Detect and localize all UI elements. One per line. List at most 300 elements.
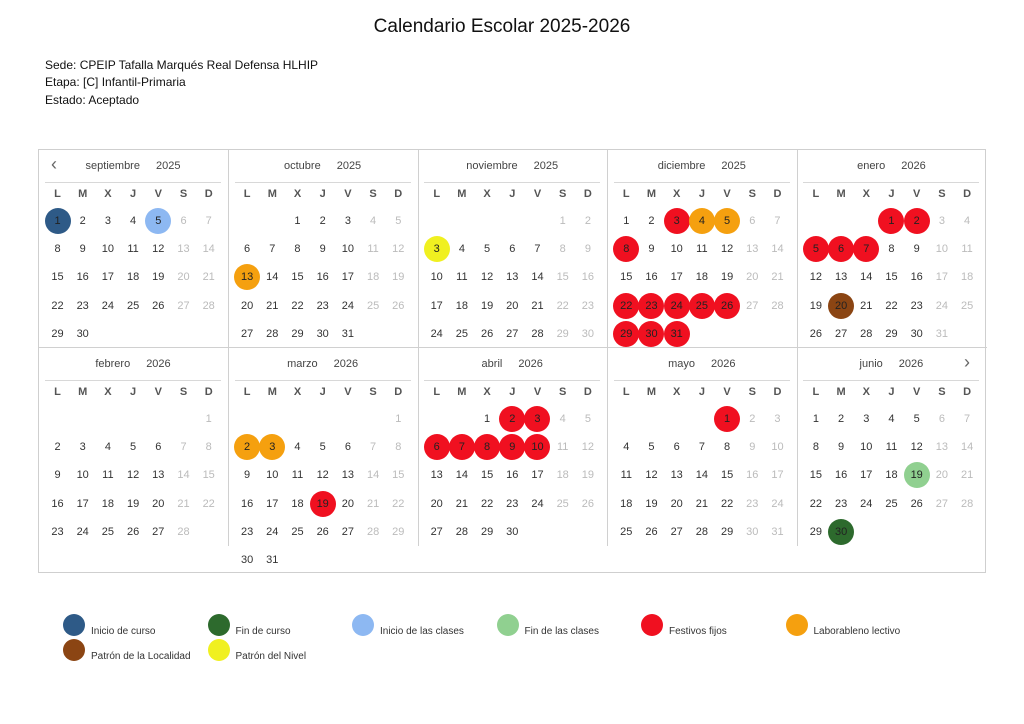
day-cell[interactable]: 18 <box>455 299 468 312</box>
day-cell[interactable]: 1 <box>623 215 630 227</box>
day-cell[interactable]: 25 <box>291 525 304 538</box>
day-cell[interactable]: 31 <box>266 554 279 566</box>
day-cell[interactable]: 9 <box>584 243 591 256</box>
day-cell[interactable]: 16 <box>581 271 594 284</box>
day-cell-festivo[interactable]: 7 <box>853 236 879 262</box>
day-cell[interactable]: 6 <box>673 441 680 454</box>
day-cell[interactable]: 18 <box>960 271 974 284</box>
day-cell[interactable]: 8 <box>559 243 566 256</box>
day-cell-patron_nivel[interactable]: 3 <box>424 236 450 262</box>
day-cell[interactable]: 15 <box>202 469 215 482</box>
day-cell[interactable]: 25 <box>126 299 140 312</box>
day-cell[interactable]: 30 <box>910 327 923 340</box>
day-cell[interactable]: 3 <box>863 413 870 425</box>
day-cell[interactable]: 10 <box>771 441 784 454</box>
day-cell-fin_clases[interactable]: 19 <box>904 462 930 488</box>
day-cell[interactable]: 29 <box>809 525 823 538</box>
day-cell-festivo[interactable]: 1 <box>714 406 740 432</box>
day-cell[interactable]: 28 <box>771 299 784 312</box>
day-cell[interactable]: 28 <box>366 525 380 538</box>
day-cell[interactable]: 12 <box>645 469 658 482</box>
day-cell[interactable]: 27 <box>152 525 165 538</box>
day-cell[interactable]: 6 <box>749 215 756 227</box>
day-cell[interactable]: 4 <box>623 441 630 454</box>
day-cell[interactable]: 4 <box>458 243 465 256</box>
day-cell[interactable]: 22 <box>885 299 898 312</box>
day-cell[interactable]: 21 <box>695 497 709 510</box>
day-cell[interactable]: 12 <box>720 243 734 256</box>
day-cell[interactable]: 26 <box>316 525 329 538</box>
day-cell[interactable]: 7 <box>534 243 541 256</box>
day-cell[interactable]: 5 <box>319 441 326 454</box>
day-cell-fin_curso[interactable]: 30 <box>828 519 854 545</box>
day-cell[interactable]: 24 <box>935 299 949 312</box>
day-cell[interactable]: 26 <box>480 327 494 340</box>
day-cell-festivo[interactable]: 2 <box>499 406 525 432</box>
day-cell[interactable]: 13 <box>152 469 165 482</box>
day-cell[interactable]: 10 <box>860 441 873 454</box>
day-cell[interactable]: 15 <box>480 469 494 482</box>
day-cell[interactable]: 16 <box>316 271 329 284</box>
day-cell[interactable]: 29 <box>291 327 304 340</box>
day-cell[interactable]: 11 <box>102 469 114 482</box>
day-cell[interactable]: 25 <box>556 497 569 510</box>
day-cell[interactable]: 14 <box>771 243 784 256</box>
day-cell[interactable]: 1 <box>395 413 402 425</box>
day-cell[interactable]: 24 <box>430 327 443 340</box>
day-cell[interactable]: 14 <box>366 469 380 482</box>
day-cell[interactable]: 6 <box>509 243 516 256</box>
day-cell[interactable]: 17 <box>860 469 873 482</box>
day-cell[interactable]: 10 <box>430 271 443 284</box>
day-cell[interactable]: 6 <box>344 441 351 454</box>
day-cell[interactable]: 16 <box>76 271 89 284</box>
day-cell[interactable]: 12 <box>809 271 823 284</box>
day-cell[interactable]: 1 <box>205 413 212 425</box>
day-cell[interactable]: 3 <box>104 215 111 227</box>
day-cell[interactable]: 11 <box>291 469 304 482</box>
day-cell-festivo[interactable]: 25 <box>689 293 715 319</box>
day-cell[interactable]: 13 <box>341 469 355 482</box>
day-cell[interactable]: 28 <box>960 497 974 510</box>
day-cell[interactable]: 13 <box>935 441 949 454</box>
day-cell[interactable]: 26 <box>910 497 923 510</box>
day-cell[interactable]: 18 <box>126 271 140 284</box>
day-cell[interactable]: 23 <box>316 299 329 312</box>
day-cell[interactable]: 28 <box>202 299 215 312</box>
day-cell[interactable]: 10 <box>76 469 89 482</box>
day-cell[interactable]: 19 <box>720 271 734 284</box>
day-cell[interactable]: 2 <box>54 441 61 454</box>
day-cell[interactable]: 15 <box>885 271 898 284</box>
day-cell[interactable]: 18 <box>556 469 569 482</box>
day-cell[interactable]: 22 <box>480 497 494 510</box>
day-cell[interactable]: 11 <box>127 243 139 256</box>
day-cell[interactable]: 25 <box>455 327 468 340</box>
day-cell[interactable]: 2 <box>584 215 591 227</box>
day-cell[interactable]: 6 <box>244 243 251 256</box>
day-cell[interactable]: 5 <box>130 441 137 454</box>
day-cell[interactable]: 20 <box>240 299 254 312</box>
day-cell[interactable]: 19 <box>126 497 140 510</box>
day-cell[interactable]: 8 <box>888 243 895 256</box>
day-cell[interactable]: 24 <box>341 299 355 312</box>
day-cell[interactable]: 21 <box>771 271 784 284</box>
day-cell[interactable]: 8 <box>54 243 61 256</box>
day-cell[interactable]: 20 <box>935 469 949 482</box>
day-cell-festivo[interactable]: 30 <box>638 321 664 347</box>
day-cell[interactable]: 20 <box>341 497 355 510</box>
day-cell[interactable]: 19 <box>152 271 165 284</box>
day-cell[interactable]: 21 <box>202 271 215 284</box>
day-cell[interactable]: 9 <box>838 441 845 454</box>
day-cell[interactable]: 21 <box>531 299 544 312</box>
day-cell[interactable]: 5 <box>484 243 491 256</box>
day-cell[interactable]: 27 <box>670 525 683 538</box>
day-cell[interactable]: 22 <box>51 299 64 312</box>
day-cell[interactable]: 30 <box>240 554 254 566</box>
day-cell[interactable]: 8 <box>294 243 301 256</box>
day-cell[interactable]: 9 <box>749 441 756 454</box>
day-cell[interactable]: 14 <box>177 469 190 482</box>
day-cell[interactable]: 24 <box>76 525 89 538</box>
day-cell[interactable]: 24 <box>266 525 279 538</box>
day-cell-festivo[interactable]: 29 <box>613 321 639 347</box>
day-cell[interactable]: 28 <box>695 525 709 538</box>
day-cell-festivo[interactable]: 19 <box>310 491 336 517</box>
day-cell[interactable]: 11 <box>696 243 708 256</box>
day-cell[interactable]: 25 <box>885 497 898 510</box>
day-cell[interactable]: 13 <box>670 469 683 482</box>
day-cell-festivo[interactable]: 8 <box>613 236 639 262</box>
day-cell[interactable]: 27 <box>177 299 190 312</box>
day-cell-laborable[interactable]: 5 <box>714 208 740 234</box>
day-cell-festivo[interactable]: 2 <box>904 208 930 234</box>
day-cell[interactable]: 4 <box>104 441 111 454</box>
day-cell[interactable]: 22 <box>291 299 304 312</box>
day-cell[interactable]: 18 <box>695 271 709 284</box>
day-cell[interactable]: 31 <box>771 525 784 538</box>
day-cell[interactable]: 24 <box>531 497 544 510</box>
day-cell-inicio_curso[interactable]: 1 <box>45 208 71 234</box>
day-cell[interactable]: 15 <box>291 271 304 284</box>
day-cell[interactable]: 3 <box>774 413 781 425</box>
day-cell[interactable]: 24 <box>771 497 784 510</box>
day-cell[interactable]: 16 <box>645 271 658 284</box>
day-cell[interactable]: 28 <box>177 525 190 538</box>
day-cell[interactable]: 28 <box>266 327 279 340</box>
day-cell[interactable]: 14 <box>455 469 468 482</box>
day-cell[interactable]: 23 <box>51 525 64 538</box>
day-cell[interactable]: 21 <box>860 299 873 312</box>
day-cell[interactable]: 28 <box>860 327 873 340</box>
day-cell[interactable]: 16 <box>746 469 759 482</box>
day-cell[interactable]: 1 <box>812 413 819 425</box>
day-cell[interactable]: 6 <box>938 413 945 425</box>
day-cell[interactable]: 17 <box>935 271 949 284</box>
day-cell[interactable]: 13 <box>506 271 519 284</box>
day-cell[interactable]: 14 <box>960 441 974 454</box>
day-cell[interactable]: 14 <box>695 469 709 482</box>
day-cell[interactable]: 3 <box>938 215 945 227</box>
day-cell[interactable]: 18 <box>291 497 304 510</box>
day-cell[interactable]: 27 <box>506 327 519 340</box>
day-cell[interactable]: 14 <box>860 271 873 284</box>
day-cell[interactable]: 30 <box>76 327 89 340</box>
day-cell[interactable]: 29 <box>392 525 405 538</box>
day-cell[interactable]: 23 <box>910 299 923 312</box>
day-cell[interactable]: 30 <box>581 327 594 340</box>
day-cell[interactable]: 6 <box>155 441 162 454</box>
day-cell[interactable]: 2 <box>838 413 845 425</box>
day-cell[interactable]: 14 <box>202 243 215 256</box>
day-cell[interactable]: 12 <box>910 441 923 454</box>
day-cell[interactable]: 14 <box>531 271 544 284</box>
day-cell-festivo[interactable]: 6 <box>828 236 854 262</box>
day-cell[interactable]: 21 <box>366 497 380 510</box>
day-cell[interactable]: 25 <box>960 299 974 312</box>
day-cell[interactable]: 27 <box>341 525 355 538</box>
day-cell[interactable]: 24 <box>101 299 115 312</box>
day-cell[interactable]: 22 <box>556 299 569 312</box>
day-cell[interactable]: 26 <box>645 525 658 538</box>
day-cell[interactable]: 7 <box>269 243 276 256</box>
day-cell[interactable]: 17 <box>670 271 683 284</box>
day-cell[interactable]: 25 <box>366 299 380 312</box>
day-cell[interactable]: 13 <box>177 243 190 256</box>
day-cell[interactable]: 28 <box>455 525 468 538</box>
day-cell[interactable]: 19 <box>809 299 823 312</box>
day-cell[interactable]: 8 <box>395 441 402 454</box>
day-cell[interactable]: 23 <box>506 497 519 510</box>
day-cell[interactable]: 12 <box>152 243 165 256</box>
day-cell[interactable]: 8 <box>724 441 731 454</box>
day-cell[interactable]: 10 <box>341 243 355 256</box>
day-cell[interactable]: 19 <box>392 271 405 284</box>
day-cell[interactable]: 12 <box>392 243 405 256</box>
day-cell[interactable]: 12 <box>581 441 594 454</box>
day-cell[interactable]: 31 <box>341 327 355 340</box>
day-cell[interactable]: 21 <box>960 469 974 482</box>
day-cell[interactable]: 27 <box>834 327 848 340</box>
day-cell[interactable]: 18 <box>620 497 633 510</box>
day-cell[interactable]: 26 <box>126 525 140 538</box>
day-cell[interactable]: 17 <box>76 497 89 510</box>
day-cell[interactable]: 11 <box>556 441 569 454</box>
day-cell[interactable]: 9 <box>319 243 326 256</box>
day-cell-festivo[interactable]: 24 <box>664 293 690 319</box>
day-cell[interactable]: 11 <box>367 243 379 256</box>
day-cell[interactable]: 20 <box>177 271 190 284</box>
day-cell[interactable]: 18 <box>101 497 115 510</box>
day-cell[interactable]: 16 <box>834 469 848 482</box>
day-cell[interactable]: 23 <box>581 299 594 312</box>
day-cell[interactable]: 16 <box>910 271 923 284</box>
day-cell-festivo[interactable]: 26 <box>714 293 740 319</box>
day-cell[interactable]: 13 <box>746 243 759 256</box>
day-cell[interactable]: 4 <box>964 215 971 227</box>
day-cell[interactable]: 4 <box>888 413 895 425</box>
day-cell[interactable]: 14 <box>266 271 279 284</box>
day-cell[interactable]: 27 <box>935 497 949 510</box>
day-cell[interactable]: 26 <box>581 497 594 510</box>
day-cell[interactable]: 6 <box>180 215 187 227</box>
day-cell[interactable]: 13 <box>834 271 848 284</box>
day-cell[interactable]: 29 <box>51 327 64 340</box>
day-cell[interactable]: 17 <box>341 271 355 284</box>
day-cell[interactable]: 30 <box>316 327 329 340</box>
day-cell[interactable]: 9 <box>79 243 86 256</box>
day-cell-festivo[interactable]: 5 <box>803 236 829 262</box>
day-cell-festivo[interactable]: 22 <box>613 293 639 319</box>
day-cell[interactable]: 1 <box>294 215 301 227</box>
day-cell[interactable]: 16 <box>506 469 519 482</box>
day-cell[interactable]: 7 <box>180 441 187 454</box>
day-cell[interactable]: 15 <box>556 271 569 284</box>
day-cell-festivo[interactable]: 31 <box>664 321 690 347</box>
day-cell[interactable]: 18 <box>366 271 380 284</box>
day-cell[interactable]: 5 <box>395 215 402 227</box>
day-cell[interactable]: 31 <box>935 327 949 340</box>
day-cell-inicio_clases[interactable]: 5 <box>145 208 171 234</box>
day-cell[interactable]: 12 <box>316 469 329 482</box>
day-cell[interactable]: 17 <box>771 469 784 482</box>
day-cell[interactable]: 27 <box>746 299 759 312</box>
day-cell-laborable[interactable]: 4 <box>689 208 715 234</box>
day-cell-laborable[interactable]: 2 <box>234 434 260 460</box>
day-cell[interactable]: 10 <box>266 469 279 482</box>
day-cell[interactable]: 30 <box>746 525 759 538</box>
day-cell[interactable]: 21 <box>455 497 468 510</box>
day-cell[interactable]: 29 <box>720 525 734 538</box>
chevron-right-icon[interactable]: › <box>964 352 970 372</box>
day-cell[interactable]: 10 <box>935 243 949 256</box>
day-cell[interactable]: 23 <box>76 299 89 312</box>
day-cell[interactable]: 1 <box>559 215 566 227</box>
day-cell[interactable]: 2 <box>749 413 756 425</box>
day-cell[interactable]: 21 <box>177 497 190 510</box>
day-cell[interactable]: 15 <box>720 469 734 482</box>
day-cell[interactable]: 9 <box>54 469 61 482</box>
day-cell[interactable]: 4 <box>370 215 377 227</box>
day-cell[interactable]: 17 <box>531 469 544 482</box>
day-cell[interactable]: 12 <box>126 469 140 482</box>
day-cell[interactable]: 7 <box>774 215 781 227</box>
day-cell[interactable]: 19 <box>581 469 594 482</box>
day-cell[interactable]: 26 <box>392 299 405 312</box>
day-cell-festivo[interactable]: 6 <box>424 434 450 460</box>
day-cell[interactable]: 7 <box>964 413 971 425</box>
day-cell[interactable]: 17 <box>266 497 279 510</box>
day-cell[interactable]: 9 <box>913 243 920 256</box>
day-cell[interactable]: 20 <box>506 299 519 312</box>
day-cell[interactable]: 8 <box>205 441 212 454</box>
day-cell[interactable]: 23 <box>834 497 848 510</box>
day-cell[interactable]: 25 <box>620 525 633 538</box>
day-cell[interactable]: 4 <box>559 413 566 425</box>
day-cell[interactable]: 2 <box>319 215 326 227</box>
day-cell[interactable]: 20 <box>746 271 759 284</box>
day-cell[interactable]: 25 <box>101 525 115 538</box>
day-cell[interactable]: 16 <box>51 497 64 510</box>
day-cell[interactable]: 22 <box>392 497 405 510</box>
day-cell[interactable]: 9 <box>648 243 655 256</box>
day-cell[interactable]: 4 <box>130 215 137 227</box>
day-cell[interactable]: 27 <box>430 525 443 538</box>
day-cell[interactable]: 29 <box>480 525 494 538</box>
day-cell[interactable]: 3 <box>344 215 351 227</box>
day-cell[interactable]: 23 <box>240 525 254 538</box>
day-cell-festivo[interactable]: 1 <box>878 208 904 234</box>
day-cell[interactable]: 16 <box>240 497 254 510</box>
day-cell[interactable]: 19 <box>480 299 494 312</box>
day-cell[interactable]: 10 <box>101 243 115 256</box>
day-cell[interactable]: 9 <box>244 469 251 482</box>
day-cell[interactable]: 11 <box>620 469 632 482</box>
day-cell[interactable]: 11 <box>456 271 468 284</box>
day-cell[interactable]: 29 <box>885 327 898 340</box>
day-cell-festivo[interactable]: 7 <box>449 434 475 460</box>
day-cell[interactable]: 15 <box>392 469 405 482</box>
day-cell[interactable]: 19 <box>645 497 658 510</box>
day-cell[interactable]: 22 <box>720 497 734 510</box>
day-cell-festivo[interactable]: 3 <box>524 406 550 432</box>
day-cell[interactable]: 1 <box>484 413 491 425</box>
day-cell-festivo[interactable]: 10 <box>524 434 550 460</box>
day-cell[interactable]: 5 <box>913 413 920 425</box>
day-cell[interactable]: 18 <box>885 469 898 482</box>
day-cell[interactable]: 4 <box>294 441 301 454</box>
day-cell[interactable]: 5 <box>648 441 655 454</box>
day-cell[interactable]: 17 <box>430 299 443 312</box>
day-cell[interactable]: 2 <box>79 215 86 227</box>
day-cell[interactable]: 20 <box>670 497 683 510</box>
day-cell[interactable]: 28 <box>531 327 544 340</box>
day-cell-festivo[interactable]: 3 <box>664 208 690 234</box>
day-cell[interactable]: 11 <box>961 243 973 256</box>
day-cell[interactable]: 22 <box>202 497 215 510</box>
day-cell[interactable]: 23 <box>746 497 759 510</box>
day-cell[interactable]: 20 <box>430 497 443 510</box>
day-cell[interactable]: 8 <box>812 441 819 454</box>
day-cell[interactable]: 3 <box>79 441 86 454</box>
day-cell-festivo[interactable]: 8 <box>474 434 500 460</box>
day-cell-patron_localidad[interactable]: 20 <box>828 293 854 319</box>
day-cell[interactable]: 26 <box>809 327 823 340</box>
day-cell[interactable]: 26 <box>152 299 165 312</box>
day-cell[interactable]: 22 <box>809 497 823 510</box>
day-cell[interactable]: 27 <box>240 327 254 340</box>
day-cell[interactable]: 29 <box>556 327 569 340</box>
day-cell[interactable]: 15 <box>620 271 633 284</box>
day-cell[interactable]: 15 <box>51 271 64 284</box>
day-cell[interactable]: 21 <box>266 299 279 312</box>
day-cell[interactable]: 30 <box>506 525 519 538</box>
day-cell[interactable]: 5 <box>584 413 591 425</box>
day-cell-festivo[interactable]: 23 <box>638 293 664 319</box>
day-cell[interactable]: 24 <box>860 497 873 510</box>
day-cell-laborable[interactable]: 13 <box>234 264 260 290</box>
day-cell[interactable]: 7 <box>698 441 705 454</box>
day-cell[interactable]: 15 <box>809 469 823 482</box>
chevron-left-icon[interactable]: ‹ <box>51 154 57 174</box>
day-cell[interactable]: 17 <box>101 271 115 284</box>
day-cell[interactable]: 7 <box>370 441 377 454</box>
day-cell[interactable]: 13 <box>430 469 443 482</box>
day-cell-festivo[interactable]: 9 <box>499 434 525 460</box>
day-cell[interactable]: 12 <box>480 271 494 284</box>
day-cell[interactable]: 10 <box>670 243 683 256</box>
